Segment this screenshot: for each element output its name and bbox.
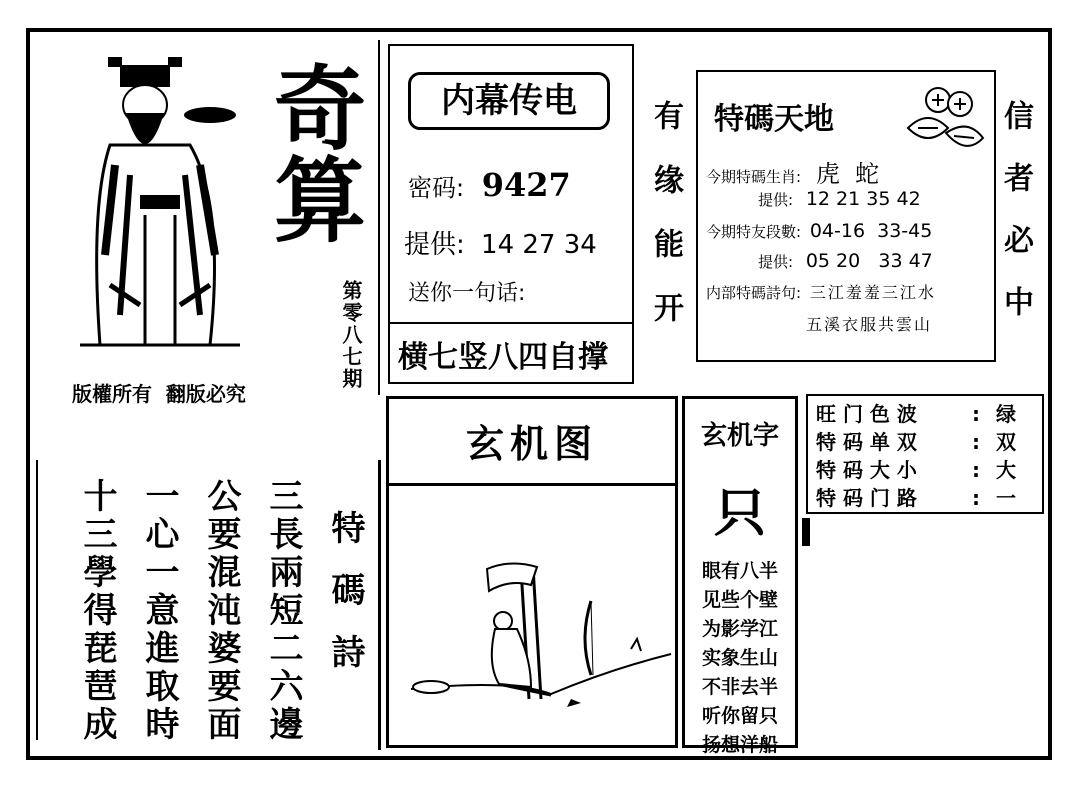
xuanjizi-char: 只: [713, 484, 766, 544]
poem-column-4: 十三學得琵琶成: [77, 478, 117, 744]
zodiac-row: [706, 154, 879, 189]
stats-label: 特 码 大 小: [816, 458, 917, 482]
deity-illustration: [60, 55, 260, 360]
stats-list: [816, 400, 1040, 512]
tema-poem-label: 内部特碼詩句:: [706, 284, 802, 302]
stats-row: [816, 484, 1040, 512]
insider-badge-text: 内幕传电: [441, 81, 577, 121]
provide1-value: 12 21 35 42: [805, 188, 921, 210]
stats-value: 绿: [996, 402, 1016, 426]
provide1-label: 提供:: [758, 191, 794, 209]
provide2-label: 提供:: [758, 253, 794, 271]
stats-label: 旺 门 色 波: [816, 402, 917, 426]
phrase-divider: [390, 322, 632, 324]
poem-row: [706, 280, 936, 303]
stats-value: 一: [996, 486, 1016, 510]
xuanjizi-row: 实象生山: [701, 647, 778, 669]
tema-poem-line1: 三江羞羞三江水: [809, 283, 936, 302]
provide-row: [404, 224, 597, 261]
stats-value: 大: [996, 458, 1016, 482]
poem-column-2: 公要混沌婆要面: [201, 478, 241, 744]
xuanjizi-row: 扬想洋船: [701, 734, 778, 756]
provide-label: 提供:: [404, 230, 465, 260]
issue-number: 第零八七期: [339, 280, 363, 390]
right-edge-line: [1048, 40, 1051, 365]
insider-badge: [408, 72, 610, 130]
xuanjizi-row: 见些个壁: [701, 589, 778, 611]
tema-box: [696, 70, 996, 362]
stats-marker: [802, 518, 810, 546]
xuanjizi-row: 眼有八半: [701, 560, 778, 582]
phrase-text: 横七竖八四自撑: [398, 340, 608, 375]
stats-label: 特 码 单 双: [816, 430, 917, 454]
password-row: [408, 166, 571, 204]
poem-heading: 特碼詩: [325, 510, 365, 696]
zodiac-label: 今期特碼生肖:: [706, 168, 802, 186]
xuanji-title: 玄机图: [465, 422, 598, 466]
xuanjizi-row: 听你留只: [701, 705, 778, 727]
password-label: 密码:: [408, 174, 465, 202]
provide2-row: [758, 250, 933, 272]
range-value: 04-16 33-45: [809, 220, 933, 242]
range-label: 今期特友段數:: [706, 223, 802, 241]
insider-box: [388, 44, 634, 384]
tema-poem-line2: 五溪衣服共雲山: [806, 315, 933, 334]
stats-colon: :: [972, 402, 980, 426]
stats-row: [816, 400, 1040, 428]
poem-column-1: 三長兩短二六邊: [263, 478, 303, 744]
stats-row: [816, 456, 1040, 484]
xuanji-panel: [386, 396, 678, 748]
stats-box: [806, 394, 1044, 514]
center-side-text: 有缘能开: [648, 100, 683, 356]
provide1-row: [758, 188, 921, 210]
stats-colon: :: [972, 486, 980, 510]
provide-value: 14 27 34: [481, 230, 597, 260]
stats-value: 双: [996, 430, 1016, 454]
xuanjizi-row: 不非去半: [701, 676, 778, 698]
xuanjizi-panel: [682, 396, 798, 756]
stats-label: 特 码 门 路: [816, 486, 917, 510]
stats-colon: :: [972, 430, 980, 454]
xuanji-illustration: [391, 489, 675, 745]
password-value: 9427: [481, 166, 571, 204]
xuanjizi-row: 为影学江: [701, 618, 778, 640]
range-row: [706, 220, 932, 242]
divider-vertical: [378, 40, 380, 395]
copyright-notice: 版權所有 翻版必究: [72, 382, 246, 406]
xuanji-divider: [389, 483, 675, 486]
provide2-value: 05 20 33 47: [805, 250, 933, 272]
right-side-text: 信者必中: [998, 100, 1033, 348]
divider-poem: [378, 460, 381, 750]
fruit-icon: [898, 78, 988, 158]
divider-left: [36, 460, 38, 740]
main-title: 奇算: [259, 60, 366, 244]
poem-column-3: 一心一意進取時: [139, 478, 179, 744]
xuanjizi-rows: [685, 557, 795, 760]
phrase-label: 送你一句话:: [408, 281, 526, 306]
stats-colon: :: [972, 458, 980, 482]
stats-row: [816, 428, 1040, 456]
xuanjizi-title: 玄机字: [700, 421, 779, 451]
tema-title: 特碼天地: [714, 102, 834, 137]
zodiac-value: 虎 蛇: [815, 160, 880, 188]
